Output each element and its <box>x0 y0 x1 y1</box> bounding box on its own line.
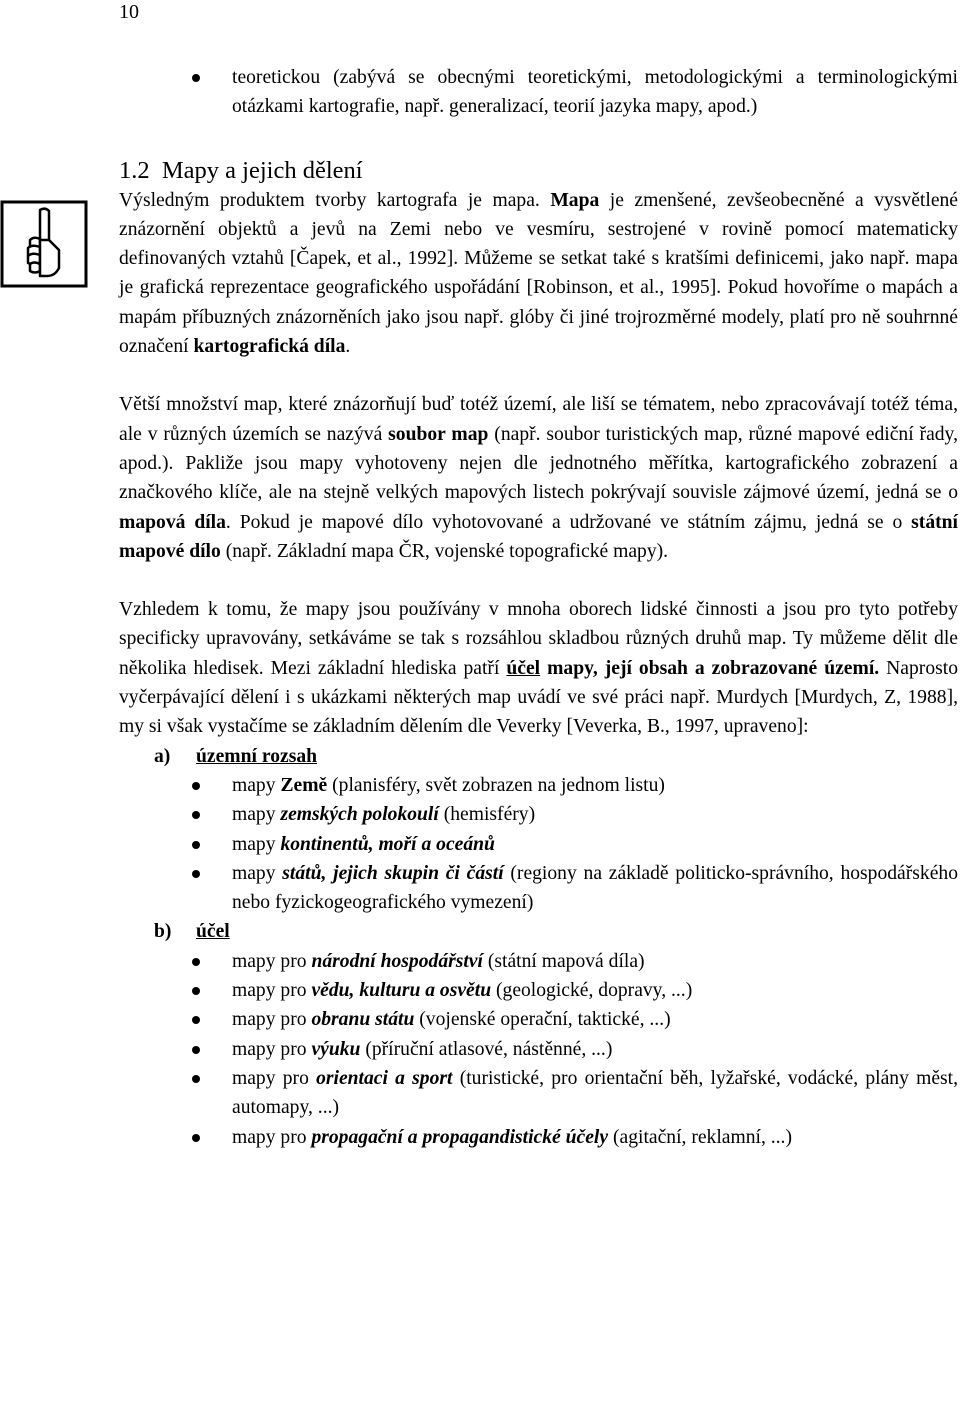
group-heading <box>119 917 958 946</box>
emphasis: mapová díla <box>119 511 226 533</box>
paragraph-definition: Výsledným produktem tvorby kartografa je mapa. Mapa je zmenšené, zevšeobecněné a vysvětlené znázornění objektů a jevů na Zemi nebo ve vesmíru, sestrojené v rovině pomocí matematicky definovaných vztahů [Čapek, et al., 1992]. Můžeme se setkat také s kratšími definicemi, jako např. mapa je grafická reprezentace geografického uspořádání [Robinson, et al., 1995]. Pokud hovoříme o mapách a mapám příbuzných znázorněních jako jsou např. glóby či jiné trojrozměrné modely, platí pro ně souhrnné označení kartografická díla. <box>119 189 959 358</box>
group-title: územní rozsah <box>196 745 318 767</box>
list-item: mapy pro obranu státu (vojenské operační, taktické, ...) <box>119 1005 958 1034</box>
emphasis: soubor map <box>388 423 489 445</box>
emphasis: národní hospodářství <box>311 950 483 972</box>
emphasis: výuku <box>311 1038 361 1060</box>
pointing-hand-icon <box>0 200 88 288</box>
list-item: mapy pro výuku (příruční atlasové, nástěnné, ...) <box>119 1035 958 1064</box>
list-item: mapy Země (planisféry, svět zobrazen na jednom listu) <box>119 771 958 800</box>
list-item: mapy pro propagační a propagandistické účely (agitační, reklamní, ...) <box>119 1123 958 1152</box>
emphasis: Mapa <box>550 189 600 211</box>
list-item: mapy kontinentů, moří a oceánů <box>119 830 958 859</box>
group-label: b) <box>154 921 172 943</box>
document-body <box>119 63 958 1152</box>
emphasis: propagační a propagandistické účely <box>311 1126 609 1148</box>
emphasis: orientaci a sport <box>316 1067 453 1089</box>
page-number: 10 <box>119 1 139 23</box>
group-items <box>119 947 958 1152</box>
emphasis: obranu státu <box>311 1009 415 1031</box>
emphasis: mapy, její obsah a zobrazované území. <box>540 657 880 679</box>
list-item: mapy pro orientaci a sport (turistické, pro orientační běh, lyžařské, vodácké, plány měst, automapy, ...) <box>119 1064 958 1123</box>
list-item: mapy pro národní hospodářství (státní mapová díla) <box>119 947 958 976</box>
list-item: teoretickou (zabývá se obecnými teoretickými, metodologickými a terminologickými otázkami kartografie, např. generalizací, teorií jazyka mapy, apod.) <box>119 63 958 122</box>
group-label: a) <box>154 745 171 767</box>
classification-list <box>119 742 958 1152</box>
emphasis: kartografická díla <box>193 336 346 358</box>
section-heading <box>119 156 958 186</box>
section-number: 1.2 <box>119 156 150 184</box>
paragraph-map-sets: Větší množství map, které znázorňují buď totéž území, ale liší se tématem, nebo zpracovávají totéž téma, ale v různých územích se nazývá soubor map (např. soubor turistických map, různé mapové ediční řady, apod.). Pakliže jsou mapy vyhotoveny nejen dle jednotného měřítka, kartografického zobrazení a značkového klíče, ale na stejně velkých mapových listech pokrývají souvisle zájmové území, jedná se o mapová díla. Pokud je mapové dílo vyhotovované a udržované ve státním zájmu, jedná se o státní mapové dílo (např. Základní mapa ČR, vojenské topografické mapy). <box>119 394 958 562</box>
emphasis: zemských polokoulí <box>280 804 439 826</box>
group-heading <box>119 742 958 771</box>
emphasis: kontinentů, moří a oceánů <box>280 833 495 855</box>
list-item: mapy pro vědu, kulturu a osvětu (geologické, dopravy, ...) <box>119 976 958 1005</box>
emphasis: Země <box>280 774 328 796</box>
group-title: účel <box>196 921 230 943</box>
emphasis: státní mapové dílo <box>119 511 958 562</box>
group-items <box>119 771 958 917</box>
emphasis: účel <box>506 657 541 679</box>
list-item: mapy zemských polokoulí (hemisféry) <box>119 800 958 829</box>
emphasis: vědu, kulturu a osvětu <box>311 980 492 1002</box>
emphasis: států, jejich skupin či částí <box>282 862 504 884</box>
paragraph-map-types: Vzhledem k tomu, že mapy jsou používány v mnoha oborech lidské činnosti a jsou pro tyto potřeby specificky upravovány, setkáváme se tak s rozsáhlou skladbou různých druhů map. Ty můžeme dělit dle několika hledisek. Mezi základní hlediska patří účel mapy, její obsah a zobrazované území. Naprosto vyčerpávající dělení i s ukázkami některých map uvádí ve své práci např. Murdych [Murdych, Z, 1988], my si však vystačíme se základním dělením dle Veverky [Veverka, B., 1997, upraveno]: <box>119 599 958 738</box>
intro-list <box>119 63 958 122</box>
section-title: Mapy a jejich dělení <box>161 156 363 184</box>
list-item: mapy států, jejich skupin či částí (regiony na základě politicko-správního, hospodářského nebo fyzickogeografického vymezení) <box>119 859 958 918</box>
